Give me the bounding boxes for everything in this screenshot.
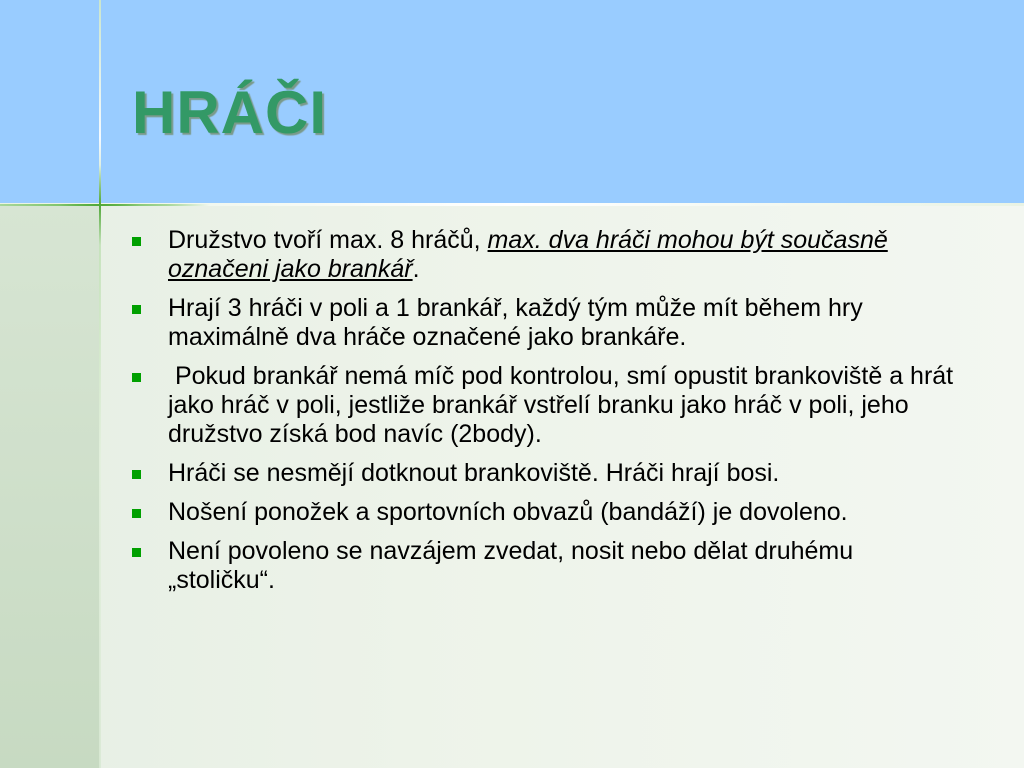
slide-title: HRÁČI [132,79,327,146]
vertical-accent-line [99,0,101,768]
green-square-bullet-icon [132,548,141,557]
bullet-text-3: Pokud brankář nemá míč pod kontrolou, smí opustit brankoviště a hrát jako hráč v poli, jestliže brankář vstřelí branku jako hráč v poli, jeho družstvo získá bod navíc (2body). [168,362,961,448]
bullet-text-5: Nošení ponožek a sportovních obvazů (bandáží) je dovoleno. [168,498,848,526]
bullet-item-6 [130,537,960,595]
left-band [0,205,100,768]
bullet-text-4: Hráči se nesmějí dotknout brankoviště. Hráči hrají bosi. [168,459,780,487]
bullet-text-1: Družstvo tvoří max. 8 hráčů, [168,226,488,254]
bullet-text-6: Není povoleno se navzájem zvedat, nosit nebo dělat druhému „stoličku“. [168,537,854,594]
green-square-bullet-icon [132,509,141,518]
green-square-bullet-icon [132,373,141,382]
cross-ornament-horizontal [60,204,140,206]
green-square-bullet-icon [132,237,141,246]
bullet-text-2: Hrají 3 hráči v poli a 1 brankář, každý tým může mít během hry maximálně dva hráče označené jako brankáře. [168,294,863,351]
bullet-item-3 [130,362,960,449]
bullet-emphasis-1: max. dva hráči mohou být současně označeni jako brankář [168,226,888,283]
bullet-item-2 [130,294,960,352]
bullet-text-1-end: . [412,255,420,283]
bullet-item-4 [130,459,960,488]
bullet-item-1 [130,226,960,284]
green-square-bullet-icon [132,470,141,479]
bullet-list [130,226,960,605]
bullet-item-5 [130,498,960,527]
green-square-bullet-icon [132,305,141,314]
